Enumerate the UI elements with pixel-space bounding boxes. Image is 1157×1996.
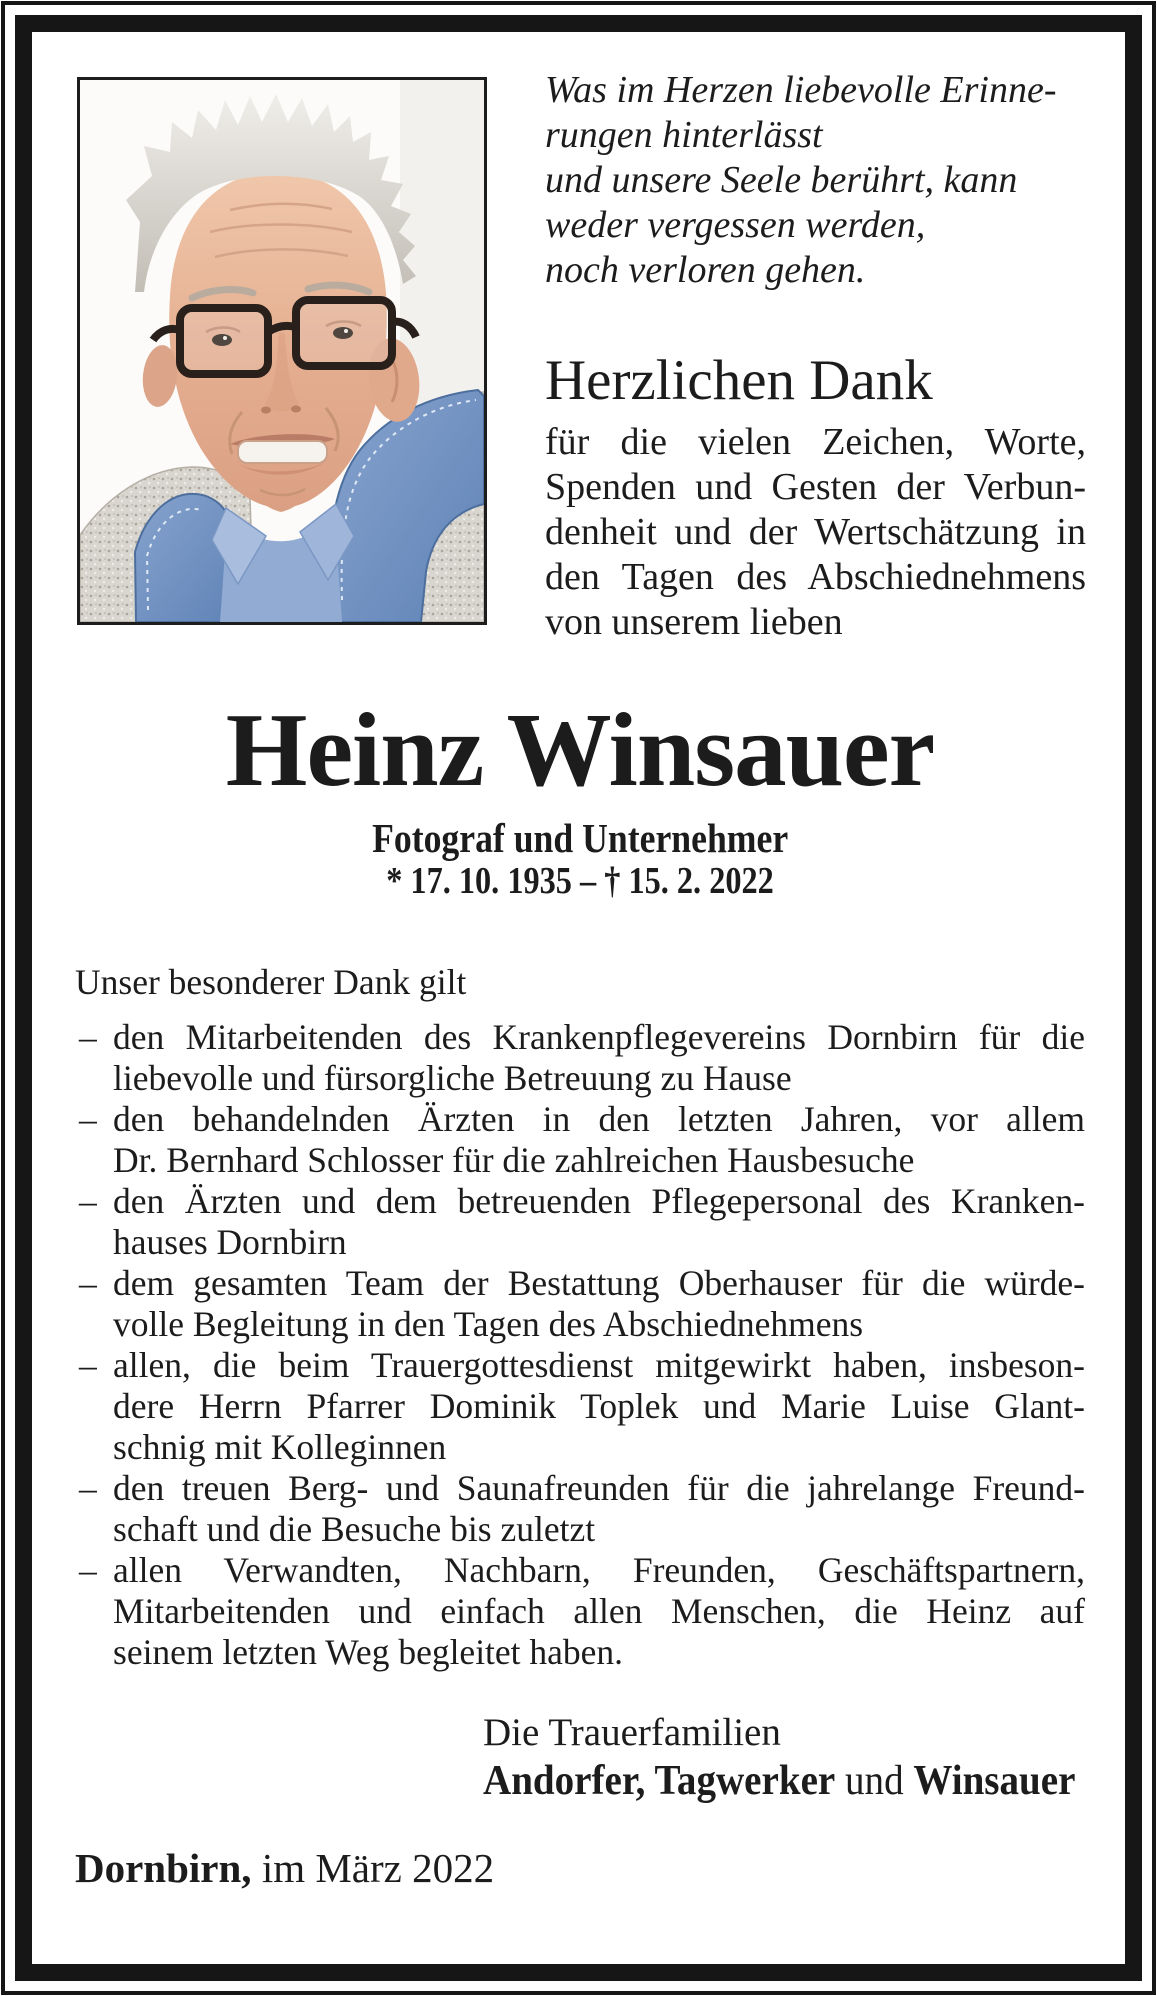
place-date-line xyxy=(75,1845,494,1891)
list-dash: – xyxy=(79,1468,97,1508)
family-names-1: Andorfer, Tagwerker xyxy=(483,1758,836,1804)
thanks-item-text: den Mitarbeitenden des Krankenpflegevereins Dornbirn für die liebevolle und fürsorgliche Betreuung zu Hause xyxy=(113,1017,1085,1098)
closing-families xyxy=(483,1757,1120,1806)
thanks-item-1 xyxy=(75,1017,1085,1099)
intro-paragraph: für die vielen Zeichen, Worte, Spenden und Gesten der Verbun- denheit und der Wertschätzung in den Tagen des Abschiednehmens von unserem lieben xyxy=(545,421,1086,643)
thanks-item-4 xyxy=(75,1263,1085,1345)
portrait-photo xyxy=(77,77,487,625)
thanks-item-text: den Ärzten und dem betreuenden Pflegepersonal des Kranken- hauses Dornbirn xyxy=(113,1181,1085,1262)
thanks-item-3 xyxy=(75,1181,1085,1263)
deceased-block xyxy=(75,691,1085,902)
family-names-connector: und xyxy=(835,1758,914,1804)
deceased-profession-text: Fotograf und Unternehmer xyxy=(371,815,789,861)
thanks-section xyxy=(75,962,1085,1673)
thanks-intro: Unser besonderer Dank gilt xyxy=(75,962,467,1002)
place: Dornbirn, xyxy=(75,1845,252,1891)
thanks-item-text: allen, die beim Trauergottesdienst mitgewirkt haben, insbeson- dere Herrn Pfarrer Dominik Toplek und Marie Luise Glant- schnig mit Kolleginnen xyxy=(113,1345,1085,1467)
family-names-2: Winsauer xyxy=(913,1758,1076,1804)
thanks-item-text: allen Verwandten, Nachbarn, Freunden, Geschäftspartnern, Mitarbeitenden und einfach allen Menschen, die Heinz auf seinem letzten Weg begleitet haben. xyxy=(113,1550,1085,1672)
thanks-item-6 xyxy=(75,1468,1085,1550)
thanks-item-7 xyxy=(75,1550,1085,1673)
deceased-profession xyxy=(75,816,1085,860)
deceased-dates xyxy=(75,860,1085,902)
thanks-item-2 xyxy=(75,1099,1085,1181)
list-dash: – xyxy=(79,1263,97,1303)
list-dash: – xyxy=(79,1345,97,1385)
thanks-item-text: den treuen Berg- und Saunafreunden für die jahrelange Freund- schaft und die Besuche bis zuletzt xyxy=(113,1468,1085,1549)
closing-intro: Die Trauerfamilien xyxy=(483,1711,781,1754)
thanks-item-5 xyxy=(75,1345,1085,1468)
headline: Herzlichen Dank xyxy=(545,349,933,412)
date: im März 2022 xyxy=(251,1845,495,1891)
thanks-item-text: den behandelnden Ärzten in den letzten Jahren, vor allem Dr. Bernhard Schlosser für die zahlreichen Hausbesuche xyxy=(113,1099,1085,1180)
deceased-dates-text: * 17. 10. 1935 – † 15. 2. 2022 xyxy=(386,860,774,902)
closing-block xyxy=(483,1708,1120,1806)
list-dash: – xyxy=(79,1181,97,1221)
thanks-item-text: dem gesamten Team der Bestattung Oberhauser für die würde- volle Begleitung in den Tagen des Abschiednehmens xyxy=(113,1263,1085,1344)
list-dash: – xyxy=(79,1017,97,1057)
memorial-quote: Was im Herzen liebevolle Erinne- rungen hinterlässt und unsere Seele berührt, kann weder vergessen werden, noch verloren gehen. xyxy=(545,69,1057,291)
portrait-illustration xyxy=(80,80,484,622)
list-dash: – xyxy=(79,1550,97,1590)
list-dash: – xyxy=(79,1099,97,1139)
deceased-name: Heinz Winsauer xyxy=(225,691,935,808)
